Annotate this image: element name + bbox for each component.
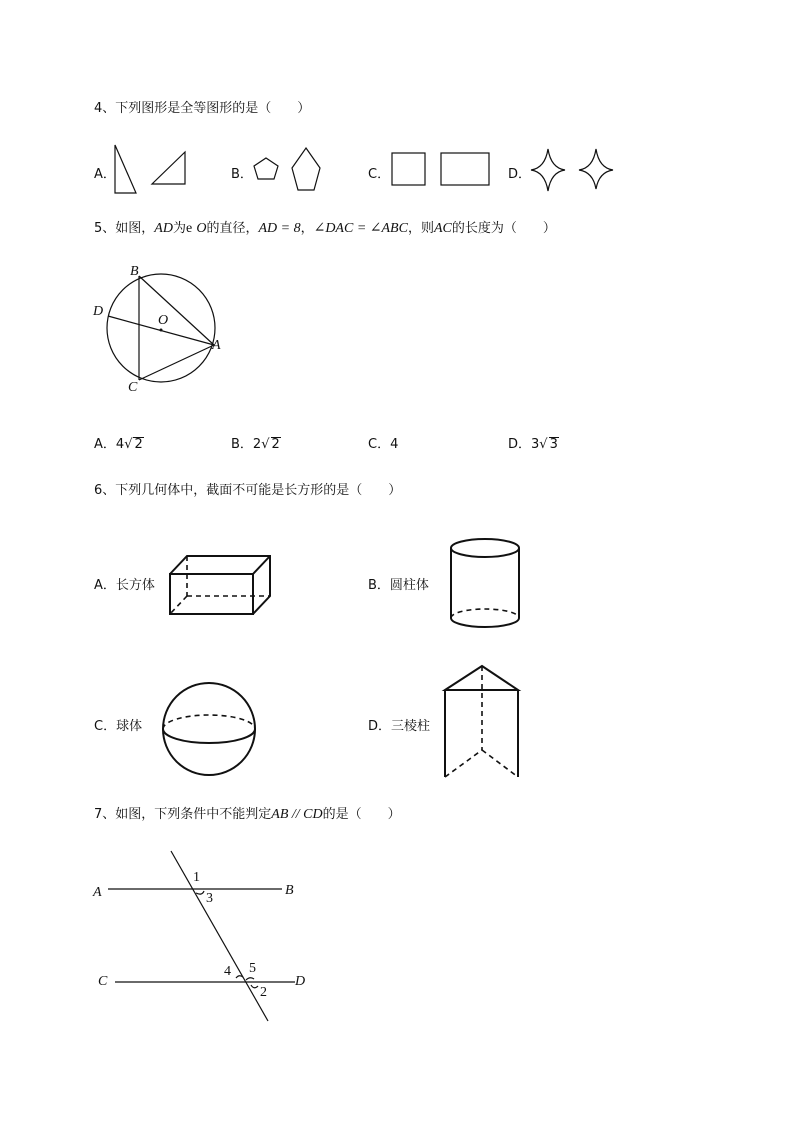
q5-mid3: ，则	[407, 221, 434, 236]
q7-angle-arc-5	[246, 978, 254, 980]
q7-label-a: A	[93, 885, 102, 900]
q4-option-d-label: D．	[508, 167, 532, 182]
q5-prefix: 5、如图，	[94, 221, 155, 236]
q5-option-b-coef: 2	[252, 437, 262, 452]
q6-option-a-text: 长方体	[115, 578, 155, 593]
q5-mid1: 为	[172, 221, 186, 236]
q5-option-a-letter: A．	[94, 437, 116, 452]
q5-comma: ，	[300, 221, 314, 236]
q5-mid2: 的直径，	[206, 221, 259, 236]
q7-label-b: B	[285, 883, 294, 898]
q4-option-c-label: C．	[368, 167, 391, 182]
q7-angle-arc-2	[251, 985, 258, 988]
q5-option-a-radicand: 2	[134, 437, 143, 452]
q7-prefix: 7、如图，下列条件中不能判定	[94, 807, 272, 822]
q7-angle-label-3: 3	[206, 891, 213, 906]
question-4-stem: 4、下列图形是全等图形的是（ ）	[94, 101, 311, 116]
q5-option-b-radicand: 2	[271, 437, 280, 452]
q7-parallel-expression: AB // CD	[271, 807, 323, 822]
q6-option-c-text: 球体	[116, 719, 143, 734]
q5-o: O	[196, 221, 207, 236]
q7-label-c: C	[98, 974, 108, 989]
q5-label-d: D	[93, 304, 104, 319]
q5-option-d-radicand: 3	[549, 437, 558, 452]
q6-option-b-text: 圆柱体	[389, 578, 429, 593]
q6-option-c-letter: C．	[94, 719, 117, 734]
q4-option-a-label: A．	[94, 167, 116, 182]
q7-angle-label-5: 5	[249, 961, 256, 976]
q5-angle-equation: ∠DAC = ∠ABC	[313, 221, 408, 236]
q5-option-b-letter: B．	[231, 437, 253, 452]
q5-label-b: B	[130, 264, 139, 279]
q6-option-a-letter: A．	[94, 578, 116, 593]
q5-label-o: O	[158, 313, 169, 328]
q5-ad: AD	[154, 221, 173, 236]
q7-suffix: 的是（ ）	[322, 807, 401, 822]
q7-angle-arc-4	[236, 976, 243, 978]
q7-angle-label-2: 2	[260, 985, 267, 1000]
q7-angle-arc-3	[196, 891, 204, 894]
radical-icon: √	[261, 437, 270, 452]
q4-option-b-label: B．	[231, 167, 253, 182]
q6-option-d-text: 三棱柱	[391, 719, 431, 734]
q7-label-d: D	[295, 974, 306, 989]
q5-circle-symbol: e	[185, 221, 193, 236]
q5-option-d-coef: 3	[531, 437, 540, 452]
q5-option-c-letter: C．	[368, 437, 391, 452]
q6-option-b-letter: B．	[368, 578, 390, 593]
radical-icon: √	[539, 437, 548, 452]
q7-angle-label-1: 1	[193, 870, 200, 885]
q5-option-d-letter: D．	[508, 437, 532, 452]
q5-option-c-value: 4	[390, 437, 399, 452]
q5-ac: AC	[433, 221, 452, 236]
q5-ad-equation: AD = 8	[258, 221, 301, 236]
q7-angle-label-4: 4	[224, 964, 231, 979]
question-6-stem: 6、下列几何体中，截面不可能是长方形的是（ ）	[94, 483, 402, 498]
q5-label-a: A	[212, 338, 221, 353]
q7-transversal	[171, 851, 268, 1021]
q6-option-d-letter: D．	[368, 719, 392, 734]
q5-label-c: C	[128, 380, 138, 395]
radical-icon: √	[124, 437, 133, 452]
q5-option-a-coef: 4	[115, 437, 125, 452]
q5-suffix: 的长度为（ ）	[451, 221, 556, 236]
